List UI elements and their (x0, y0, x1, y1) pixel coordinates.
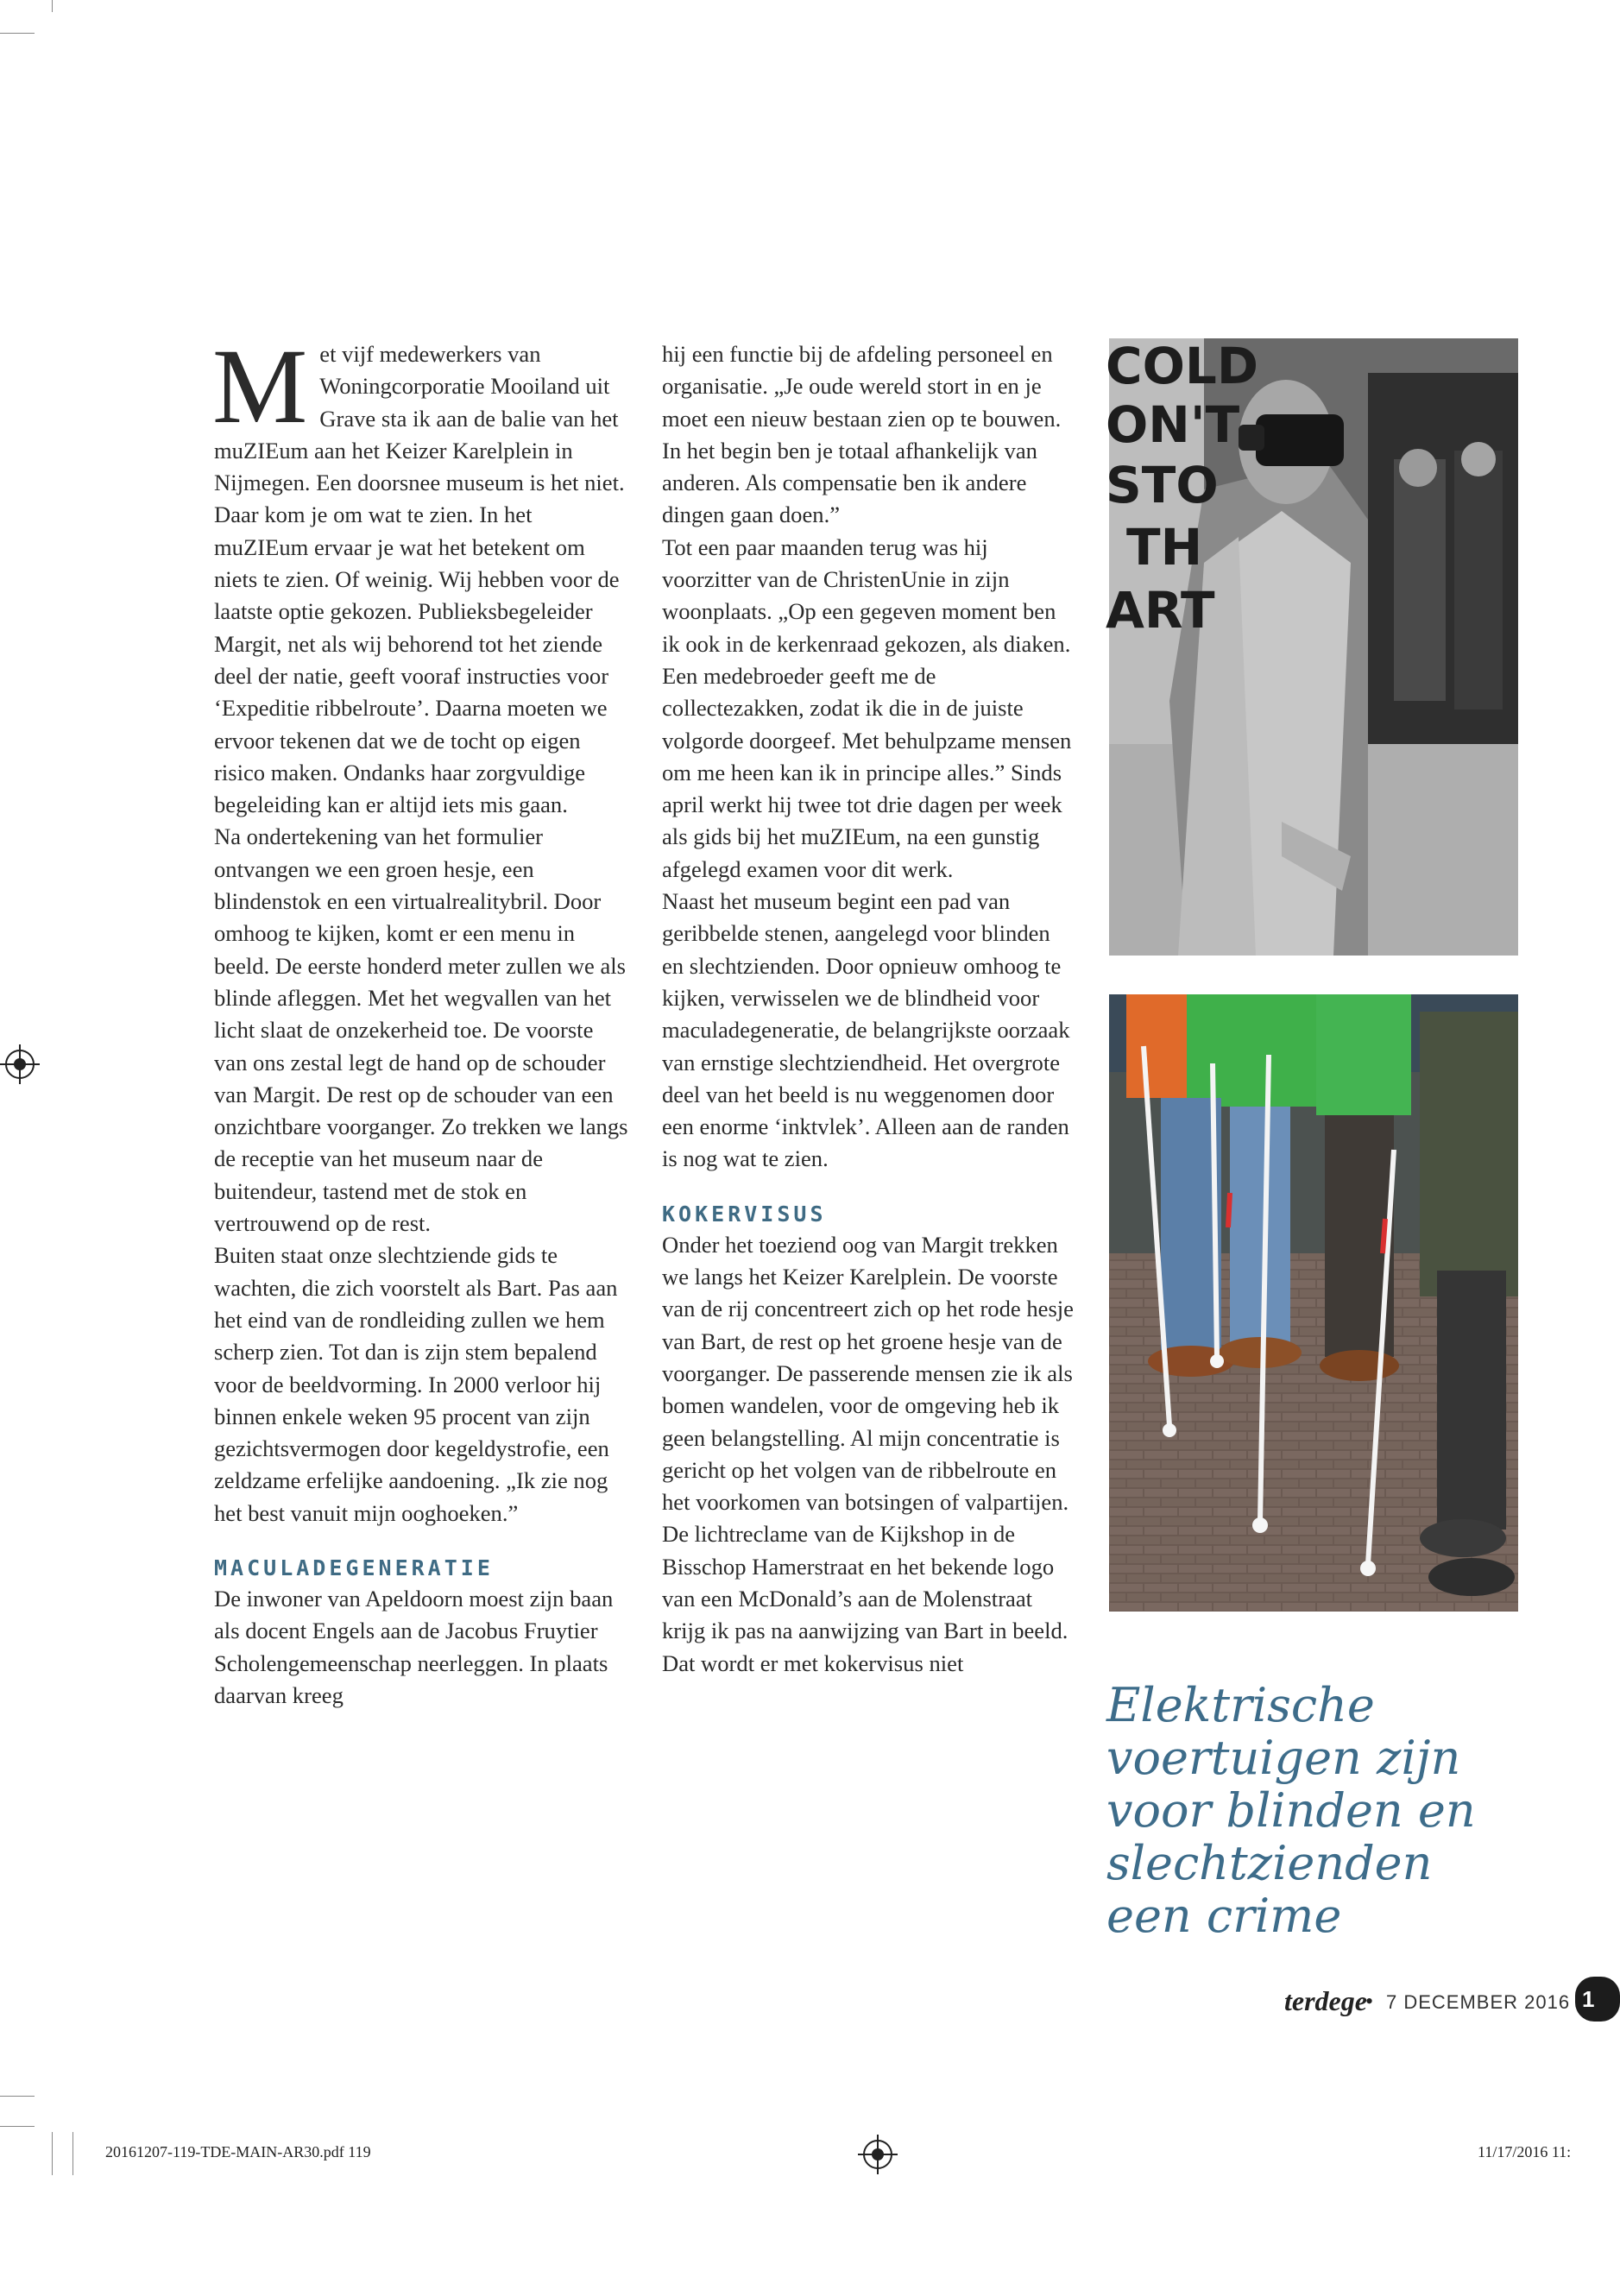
paragraph: hij een functie bij de afdeling personeel en organisatie. „Je oude wereld stort in en je moet een nieuw bestaan zien op te bouwen. In het begin ben je totaal afhankelijk van anderen. Als compensatie ben ik andere dingen gaan doen.” (662, 341, 1062, 528)
paragraph: Na ondertekening van het formulier ontvangen we een groen hesje, een blindenstok en een virtualrealitybril. Door omhoog te kijken, komt er een menu in beeld. De eerste honderd meter zullen we als blinde afleggen. Met het wegvallen van het licht slaat de onzekerheid toe. De voorste van ons zestal legt de hand op de schouder van Margit. De rest op de schouder van een onzichtbare voorganger. Zo trekken we langs de receptie van het museum naar de buitendeur, tastend met de stok en vertrouwend op de rest. (214, 823, 628, 1237)
magazine-logo: terdege (1284, 1985, 1367, 2016)
crop-mark (72, 2132, 73, 2175)
drop-cap: M (212, 327, 308, 445)
sign-line: ART (1106, 581, 1215, 640)
sign-line: STO (1106, 456, 1219, 514)
page-number-tab: 1 (1575, 1977, 1620, 2022)
crop-mark (0, 2126, 35, 2127)
paragraph: Buiten staat onze slechtziende gids te wachten, die zich voorstelt als Bart. Pas aan het eind van de rondleiding zullen we hem scherp zien. Tot dan is zijn stem bepalend voor de beeldvorming. In 2000 verloor hij binnen enkele weken 95 procent van zijn gezichtsvermogen door kegeldystrofie, een zeldzame erfelijke aandoening. „Ik zie nog het best vanuit mijn ooghoeken.” (214, 1242, 618, 1526)
crop-mark (0, 2096, 35, 2097)
paragraph: Dat wordt er met kokervisus niet (662, 1649, 964, 1676)
paragraph-text: et vijf medewerkers van Woningcorporatie Mooiland uit Grave sta ik aan de balie van het muZIEum aan het Keizer Karelplein in Nijmegen. Een doorsnee museum is het niet. Daar kom je om wat te zien. In het muZIEum ervaar je wat het betekent om niets te zien. Of weinig. Wij hebben voor de laatste optie gekozen. Publieksbegeleider Margit, net als wij behorend tot het ziende deel der natie, geeft vooraf instructies voor ‘Expeditie ribbelroute’. Daarna moeten we ervoor tekenen dat we de tocht op eigen risico maken. Ondanks haar zorgvuldige begeleiding kan er altijd iets mis gaan. (214, 341, 625, 818)
crop-mark (52, 2132, 53, 2175)
registration-mark-icon (5, 1050, 35, 1079)
footer-separator: • (1365, 1989, 1374, 2014)
paragraph (212, 327, 628, 821)
print-slug-filename: 20161207-119-TDE-MAIN-AR30.pdf 119 (105, 2143, 371, 2160)
paragraph: De inwoner van Apeldoorn moest zijn baan als docent Engels aan de Jacobus Fruytier Scholengemeenschap neerleggen. In plaats daarvan kreeg (214, 1585, 614, 1708)
sign-line: TH (1126, 518, 1203, 577)
sign-line: COLD (1106, 337, 1258, 395)
photo-white-canes (1109, 994, 1518, 1612)
photo-vr-headset-illustration (1106, 337, 1518, 956)
crop-mark (0, 33, 35, 34)
print-slug-timestamp: 11/17/2016 11: (1478, 2143, 1572, 2160)
article-column-1 (212, 327, 628, 1712)
pull-quote: Elektrische voertuigen zijn voor blinden en slechtzienden een crime (1106, 1678, 1476, 1943)
paragraph: Naast het museum begint een pad van geribbelde stenen, aangelegd voor blinden en slechtzienden. Door opnieuw omhoog te kijken, verwisselen we de blindheid voor maculadegeneratie, de belangrijkste oorzaak van ernstige slechtziendheid. Het overgrote deel van het beeld is nu weggenomen door een enorme ‘inktvlek’. Alleen aan de randen is nog wat te zien. (662, 888, 1070, 1172)
registration-mark-icon (863, 2140, 892, 2169)
sign-line: ON'T (1106, 395, 1240, 454)
photo-vr-headset-man (1106, 337, 1518, 956)
paragraph: Onder het toeziend oog van Margit trekken we langs het Keizer Karelplein. De voorste van de rij concentreert zich op het rode hesje van Bart, de rest op het groene hesje van de voorganger. De passerende mensen zie ik als bomen wandelen, voor de omgeving heb ik geen belangstelling. Al mijn concentratie is gericht op het volgen van de ribbelroute en het voorkomen van botsingen of valpartijen. De lichtreclame van de Kijkshop in de Bisschop Hamerstraat en het bekende logo van een McDonald’s aan de Molenstraat krijg ik pas na aanwijzing van Bart in beeld. (662, 1231, 1074, 1644)
subheading-kokervisus: KOKERVISUS (662, 1201, 827, 1227)
crop-mark (52, 0, 53, 12)
subheading-maculadegeneratie: MACULADEGENERATIE (214, 1555, 494, 1580)
issue-date: 7 DECEMBER 2016 (1386, 1991, 1571, 2013)
article-column-2 (662, 338, 1076, 1680)
photo-white-canes-illustration (1109, 994, 1518, 1612)
paragraph: Tot een paar maanden terug was hij voorzitter van de ChristenUnie in zijn woonplaats. „Op een gegeven moment ben ik ook in de kerkenraad gekozen, als diaken. Een medebroeder geeft me de collectezakken, zodat ik die in de juiste volgorde doorgeef. Met behulpzame mensen om me heen kan ik in principe alles.” Sinds april werkt hij twee tot drie dagen per week als gids bij het muZIEum, na een gunstig afgelegd examen voor dit werk. (662, 533, 1072, 882)
